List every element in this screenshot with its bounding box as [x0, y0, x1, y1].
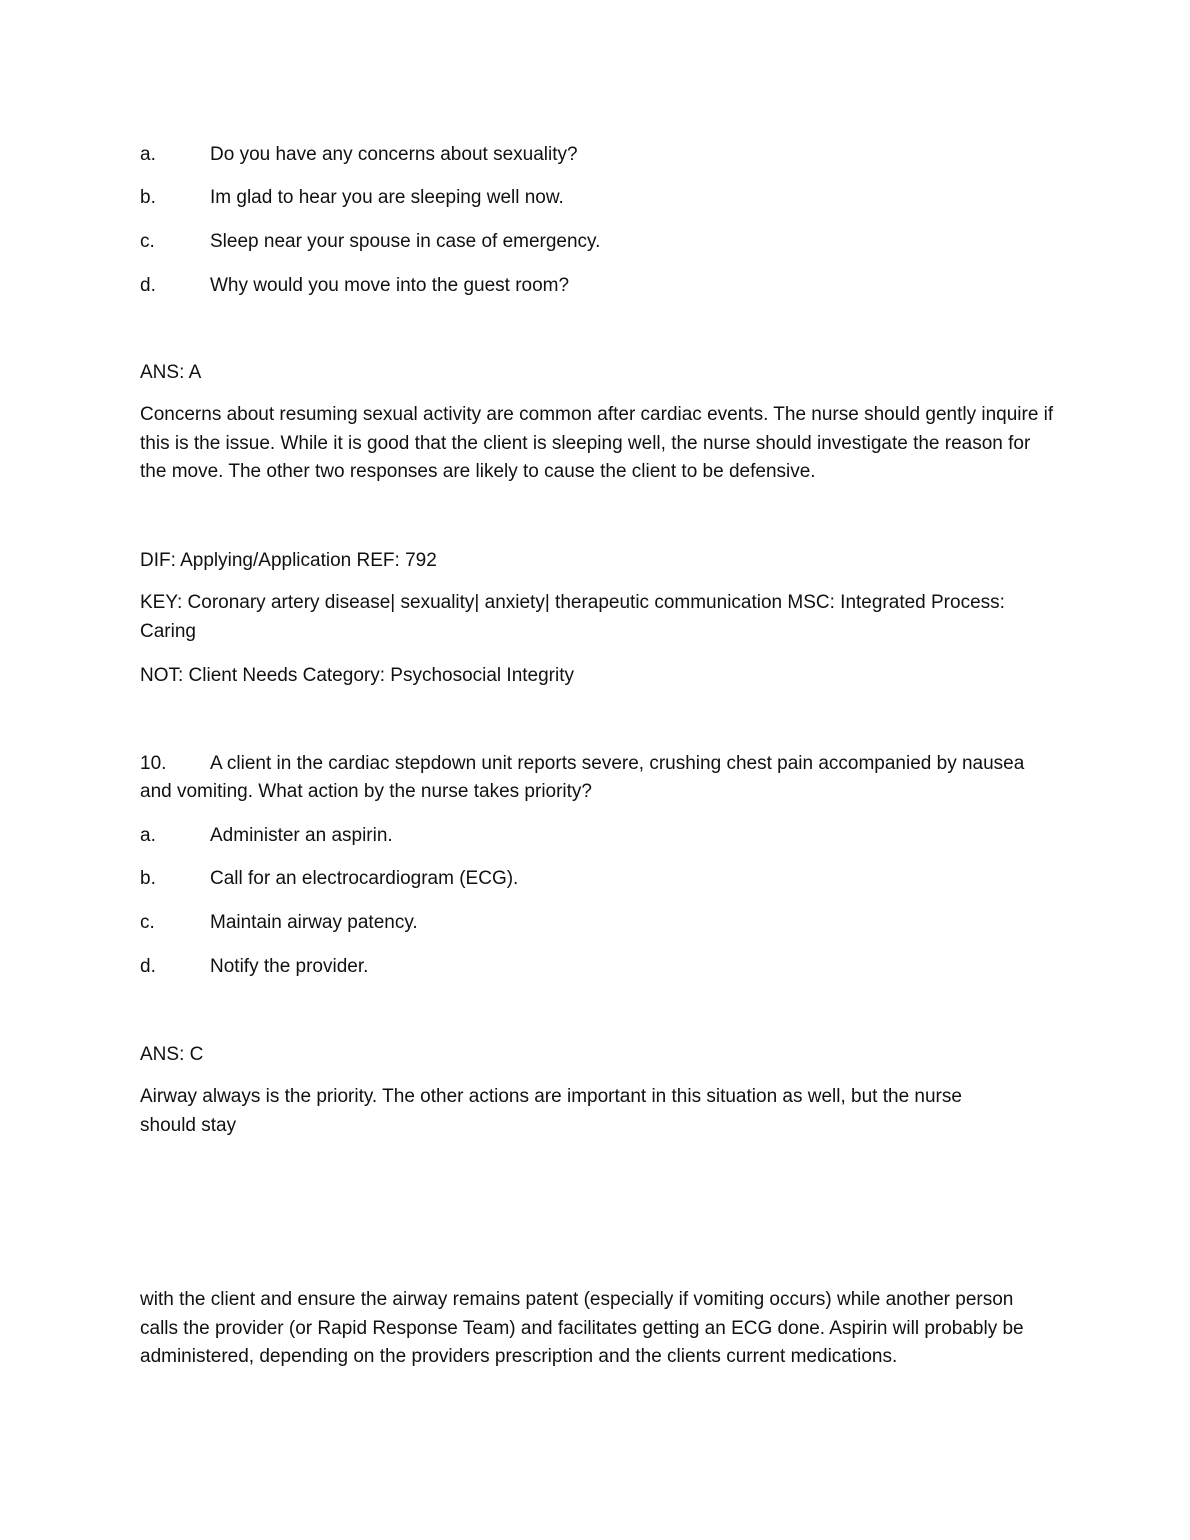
option-text: Notify the provider.	[210, 956, 369, 977]
option-text: Do you have any concerns about sexuality?	[210, 144, 578, 165]
rationale-paragraph: Airway always is the priority. The other actions are important in this situation as well, but the nurse should stay	[140, 1086, 962, 1136]
question-number: 10.	[140, 753, 167, 774]
option-letter: d.	[140, 275, 156, 296]
option-text: Maintain airway patency.	[210, 912, 418, 933]
option-letter: d.	[140, 956, 156, 977]
option-text: Im glad to hear you are sleeping well now.	[210, 187, 564, 208]
option-text: Call for an electrocardiogram (ECG).	[210, 868, 519, 889]
question-stem-line: A client in the cardiac stepdown unit reports severe, crushing chest pain accompanied by nausea	[210, 753, 1025, 774]
question-stem-line: and vomiting. What action by the nurse takes priority?	[140, 781, 593, 802]
option-text: Why would you move into the guest room?	[210, 275, 570, 296]
option-letter: c.	[140, 912, 155, 933]
option-text: Sleep near your spouse in case of emergency.	[210, 231, 601, 252]
option-letter: a.	[140, 825, 156, 846]
keywords: KEY: Coronary artery disease| sexuality| anxiety| therapeutic communication MSC: Integrated Process: Caring	[140, 592, 1005, 642]
client-needs-category: NOT: Client Needs Category: Psychosocial Integrity	[140, 665, 575, 686]
answer-key: ANS: A	[140, 362, 202, 383]
option-letter: b.	[140, 868, 156, 889]
option-letter: b.	[140, 187, 156, 208]
option-letter: c.	[140, 231, 155, 252]
rationale-paragraph: Concerns about resuming sexual activity are common after cardiac events. The nurse should gently inquire if this is the issue. While it is good that the client is sleeping well, the nurse should investigate the reason for the move. The other two responses are likely to cause the client to be defensive.	[140, 404, 1054, 482]
option-text: Administer an aspirin.	[210, 825, 393, 846]
rationale-paragraph-continued: with the client and ensure the airway remains patent (especially if vomiting occurs) while another person calls the provider (or Rapid Response Team) and facilitates getting an ECG done. Aspirin will probably be administered, depending on the providers prescription and the clients current medications.	[140, 1289, 1024, 1367]
option-letter: a.	[140, 144, 156, 165]
difficulty-reference: DIF: Applying/Application REF: 792	[140, 550, 437, 571]
answer-key: ANS: C	[140, 1044, 204, 1065]
